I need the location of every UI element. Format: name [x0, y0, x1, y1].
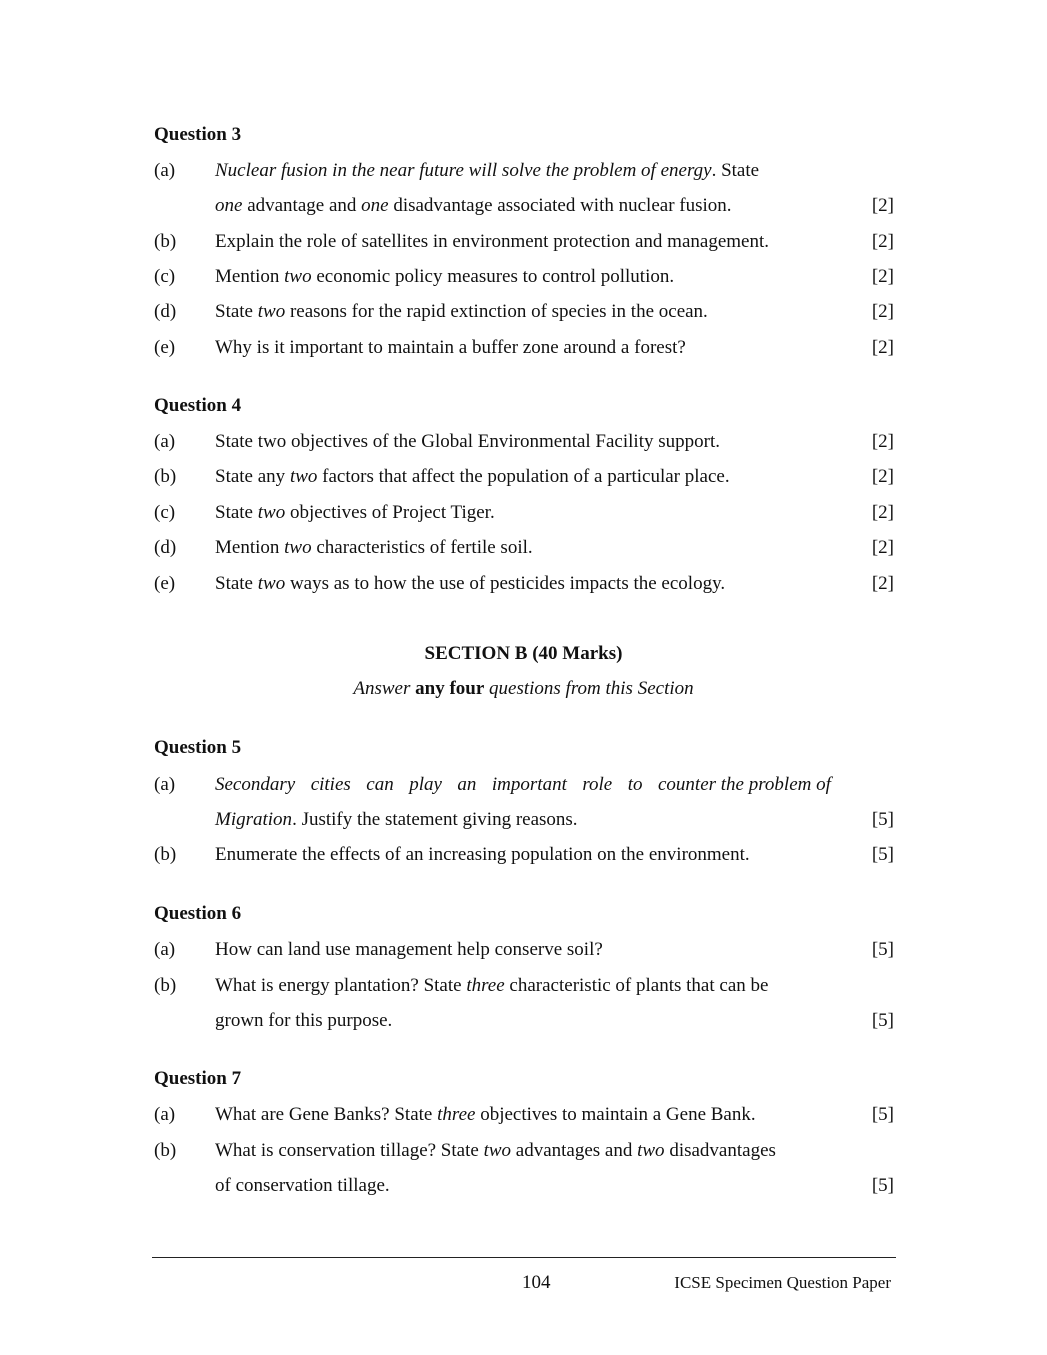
q7-b-text-line2: of conservation tillage.: [215, 1175, 390, 1196]
q6-b-text-line2: grown for this purpose.: [215, 1010, 393, 1031]
q5-a-line1: [154, 772, 894, 798]
footer-rule: [152, 1257, 896, 1258]
q4-e-line: [154, 571, 894, 597]
q3-a-text-line1: Nuclear fusion in the near future will solve the problem of energy. State: [215, 160, 760, 181]
q3-a-line1: [154, 158, 894, 184]
question-7-title: Question 7: [154, 1068, 242, 1089]
q7-b-line2: [154, 1173, 894, 1199]
q4-e-marks: [2]: [871, 573, 894, 594]
footer-paper-title: ICSE Specimen Question Paper: [674, 1273, 891, 1292]
q6-a-line: [154, 937, 894, 963]
q4-c-text: State two objectives of Project Tiger.: [215, 502, 495, 523]
q5-a-text-line2: Migration. Justify the statement giving reasons.: [215, 809, 578, 830]
q7-b-line1: [154, 1138, 894, 1164]
q6-b-label: (b): [154, 975, 177, 996]
q3-b-text: Explain the role of satellites in environment protection and management.: [215, 231, 769, 252]
q4-d-label: (d): [154, 537, 177, 558]
q3-b-label: (b): [154, 231, 177, 252]
q4-b-label: (b): [154, 466, 177, 487]
q4-d-text: Mention two characteristics of fertile soil.: [215, 537, 533, 558]
q7-a-marks: [5]: [871, 1104, 894, 1125]
q4-a-marks: [2]: [871, 431, 894, 452]
q4-c-marks: [2]: [871, 502, 894, 523]
q3-b-marks: [2]: [871, 231, 894, 252]
q3-e-line: [154, 335, 894, 361]
q5-b-label: (b): [154, 844, 177, 865]
q7-a-text: What are Gene Banks? State three objectives to maintain a Gene Bank.: [215, 1104, 756, 1125]
q6-b-marks: [5]: [871, 1010, 894, 1031]
q3-c-text: Mention two economic policy measures to control pollution.: [215, 266, 675, 287]
q3-d-label: (d): [154, 301, 177, 322]
question-4-title: Question 4: [154, 395, 242, 416]
q4-c-line: [154, 500, 894, 526]
q4-d-marks: [2]: [871, 537, 894, 558]
q3-e-marks: [2]: [871, 337, 894, 358]
q4-a-label: (a): [154, 431, 176, 452]
section-b-title: SECTION B (40 Marks): [424, 643, 623, 664]
section-b-instruction: Answer any four questions from this Section: [353, 678, 694, 699]
q5-a-marks: [5]: [871, 809, 894, 830]
q4-b-line: [154, 464, 894, 490]
q7-b-label: (b): [154, 1140, 177, 1161]
page-number: 104: [522, 1272, 551, 1293]
q3-c-line: [154, 264, 894, 290]
question-5-title: Question 5: [154, 737, 242, 758]
q6-b-line2: [154, 1008, 894, 1034]
q3-c-marks: [2]: [871, 266, 894, 287]
q3-e-label: (e): [154, 337, 176, 358]
q3-b-line: [154, 229, 894, 255]
q6-a-label: (a): [154, 939, 176, 960]
q6-a-text: How can land use management help conserve soil?: [215, 939, 603, 960]
q4-a-text: State two objectives of the Global Environmental Facility support.: [215, 431, 720, 452]
q4-e-text: State two ways as to how the use of pesticides impacts the ecology.: [215, 573, 726, 594]
q3-e-text: Why is it important to maintain a buffer zone around a forest?: [215, 337, 686, 358]
q3-c-label: (c): [154, 266, 176, 287]
q6-a-marks: [5]: [871, 939, 894, 960]
q5-b-line: [154, 842, 894, 868]
q4-e-label: (e): [154, 573, 176, 594]
q3-d-marks: [2]: [871, 301, 894, 322]
q3-a-text-line2: one advantage and one disadvantage associated with nuclear fusion.: [215, 195, 732, 216]
q4-c-label: (c): [154, 502, 176, 523]
q3-d-text: State two reasons for the rapid extinction of species in the ocean.: [215, 301, 708, 322]
q4-b-marks: [2]: [871, 466, 894, 487]
q3-d-line: [154, 299, 894, 325]
q5-b-marks: [5]: [871, 844, 894, 865]
q7-a-label: (a): [154, 1104, 176, 1125]
q4-b-text: State any two factors that affect the population of a particular place.: [215, 466, 730, 487]
q4-d-line: [154, 535, 894, 561]
q7-b-marks: [5]: [871, 1175, 894, 1196]
q6-b-line1: [154, 973, 894, 999]
q3-a-line2: [154, 193, 894, 219]
q4-a-line: [154, 429, 894, 455]
q7-b-text-line1: What is conservation tillage? State two advantages and two disadvantages: [215, 1140, 776, 1161]
q6-b-text-line1: What is energy plantation? State three characteristic of plants that can be: [215, 975, 769, 996]
q5-a-line2: [154, 807, 894, 833]
q5-a-text-line1: Secondary cities can play an important role to counter the problem of: [215, 774, 831, 795]
q5-b-text: Enumerate the effects of an increasing population on the environment.: [215, 844, 750, 865]
q5-a-label: (a): [154, 774, 176, 795]
q7-a-line: [154, 1102, 894, 1128]
q3-a-label: (a): [154, 160, 176, 181]
question-6-title: Question 6: [154, 903, 242, 924]
question-3-title: Question 3: [154, 124, 242, 145]
q3-a-marks: [2]: [871, 195, 894, 216]
